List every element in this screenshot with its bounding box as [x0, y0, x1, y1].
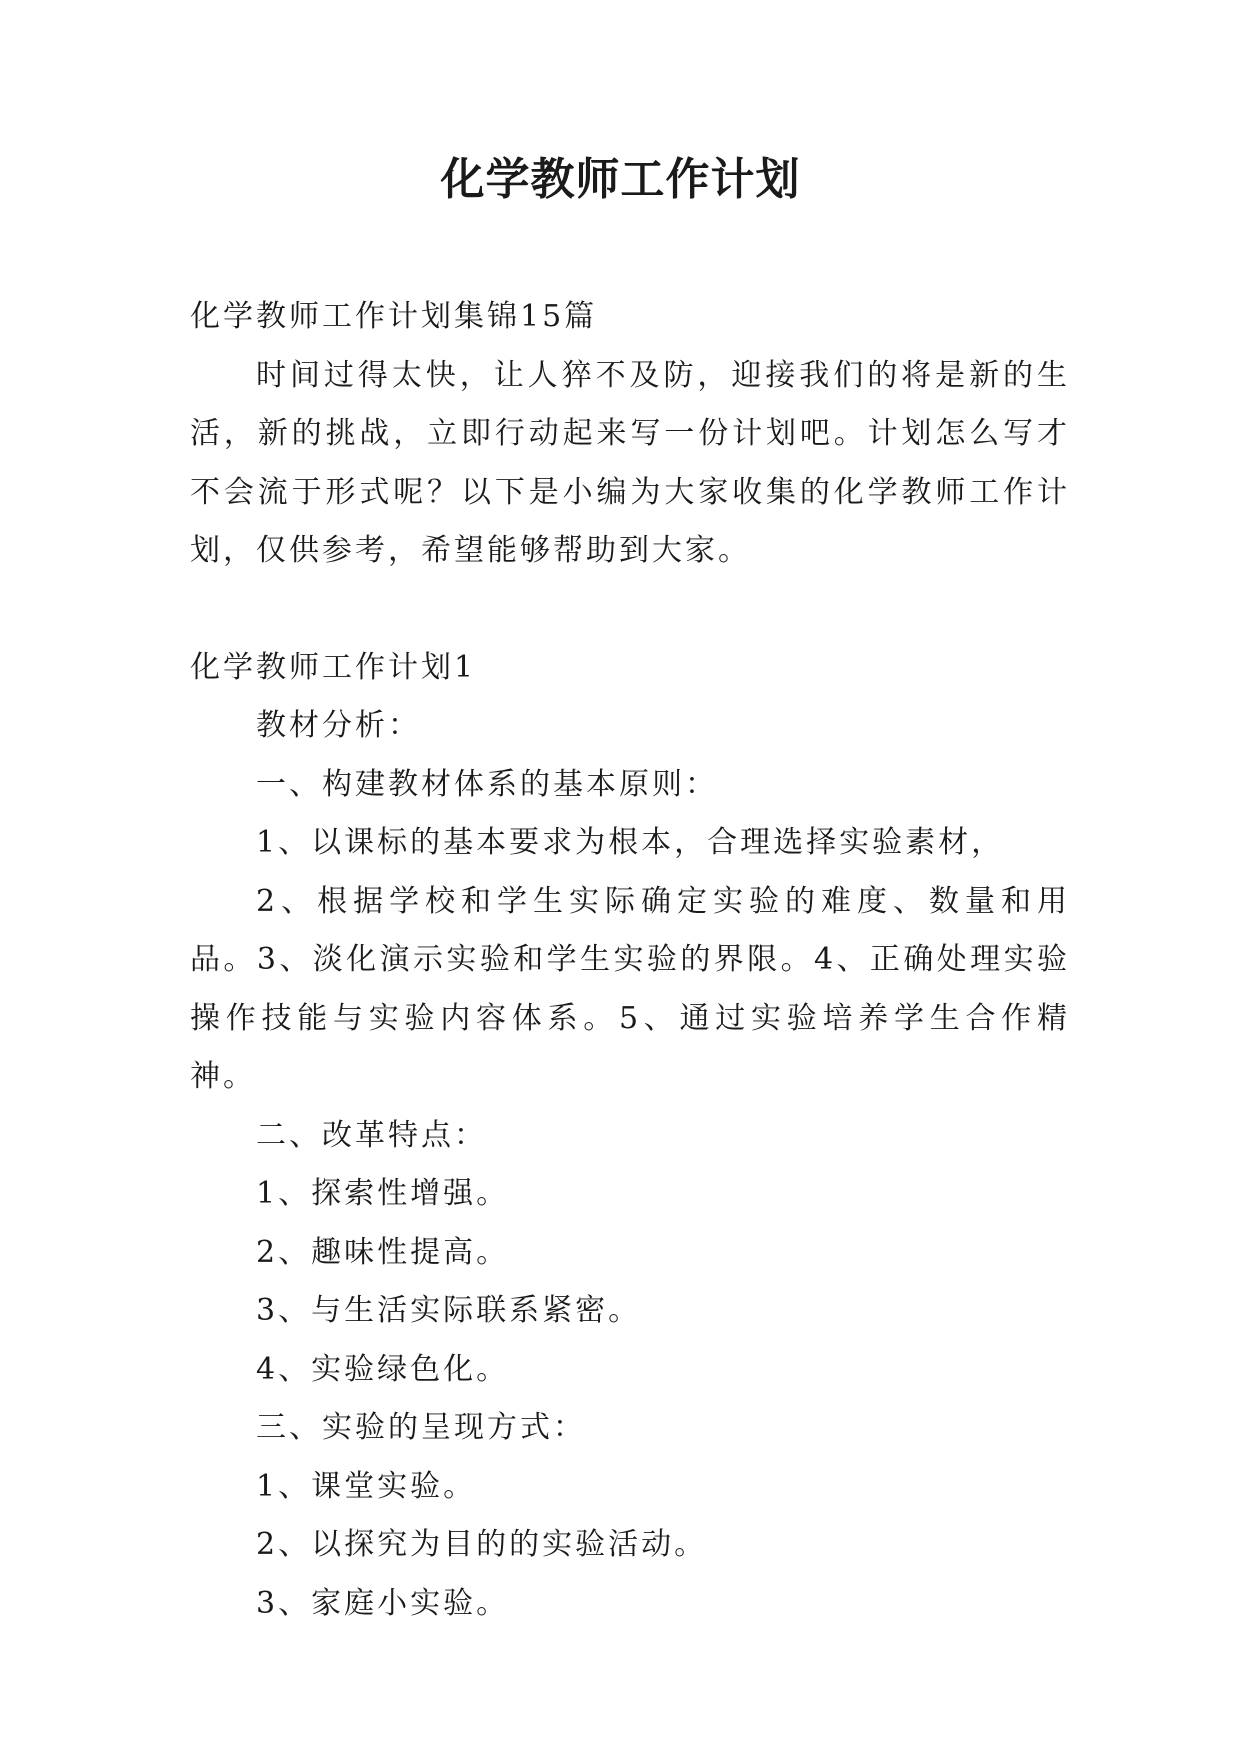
- presentation-item: 2、以探究为目的的实验活动。: [256, 1527, 708, 1562]
- principles-heading: 一、构建教材体系的基本原则：: [256, 766, 718, 802]
- collection-heading: 化学教师工作计划集锦15篇: [190, 299, 598, 334]
- section-heading-plan-1: 化学教师工作计划1: [190, 649, 477, 685]
- reform-feature-item: 1、探索性增强。: [256, 1176, 510, 1211]
- presentation-item: 3、家庭小实验。: [256, 1585, 510, 1621]
- presentation-heading: 三、实验的呈现方式：: [256, 1410, 586, 1445]
- reform-feature-item: 3、与生活实际联系紧密。: [256, 1293, 642, 1328]
- presentation-item: 1、课堂实验。: [256, 1468, 477, 1504]
- paragraph-spacer: [190, 581, 1070, 639]
- reform-feature-item: 2、趣味性提高。: [256, 1234, 510, 1270]
- document-body: [190, 288, 1070, 1633]
- principle-item-1: 1、以课标的基本要求为根本，合理选择实验素材，: [256, 825, 1005, 860]
- document-title: 化学教师工作计划: [440, 154, 801, 205]
- principle-item-2-5: 2、根据学校和学生实际确定实验的难度、数量和用品。3、淡化演示实验和学生实验的界限。4、正确处理实验操作技能与实验内容体系。5、通过实验培养学生合作精神。: [190, 883, 1070, 1094]
- reform-feature-item: 4、实验绿色化。: [256, 1351, 510, 1387]
- reform-features-heading: 二、改革特点：: [256, 1117, 487, 1153]
- textbook-analysis-heading: 教材分析：: [256, 708, 421, 743]
- intro-paragraph: 时间过得太快，让人猝不及防，迎接我们的将是新的生活，新的挑战，立即行动起来写一份计划吧。计划怎么写才不会流于形式呢？以下是小编为大家收集的化学教师工作计划，仅供参考，希望能够帮助到大家。: [190, 357, 1070, 568]
